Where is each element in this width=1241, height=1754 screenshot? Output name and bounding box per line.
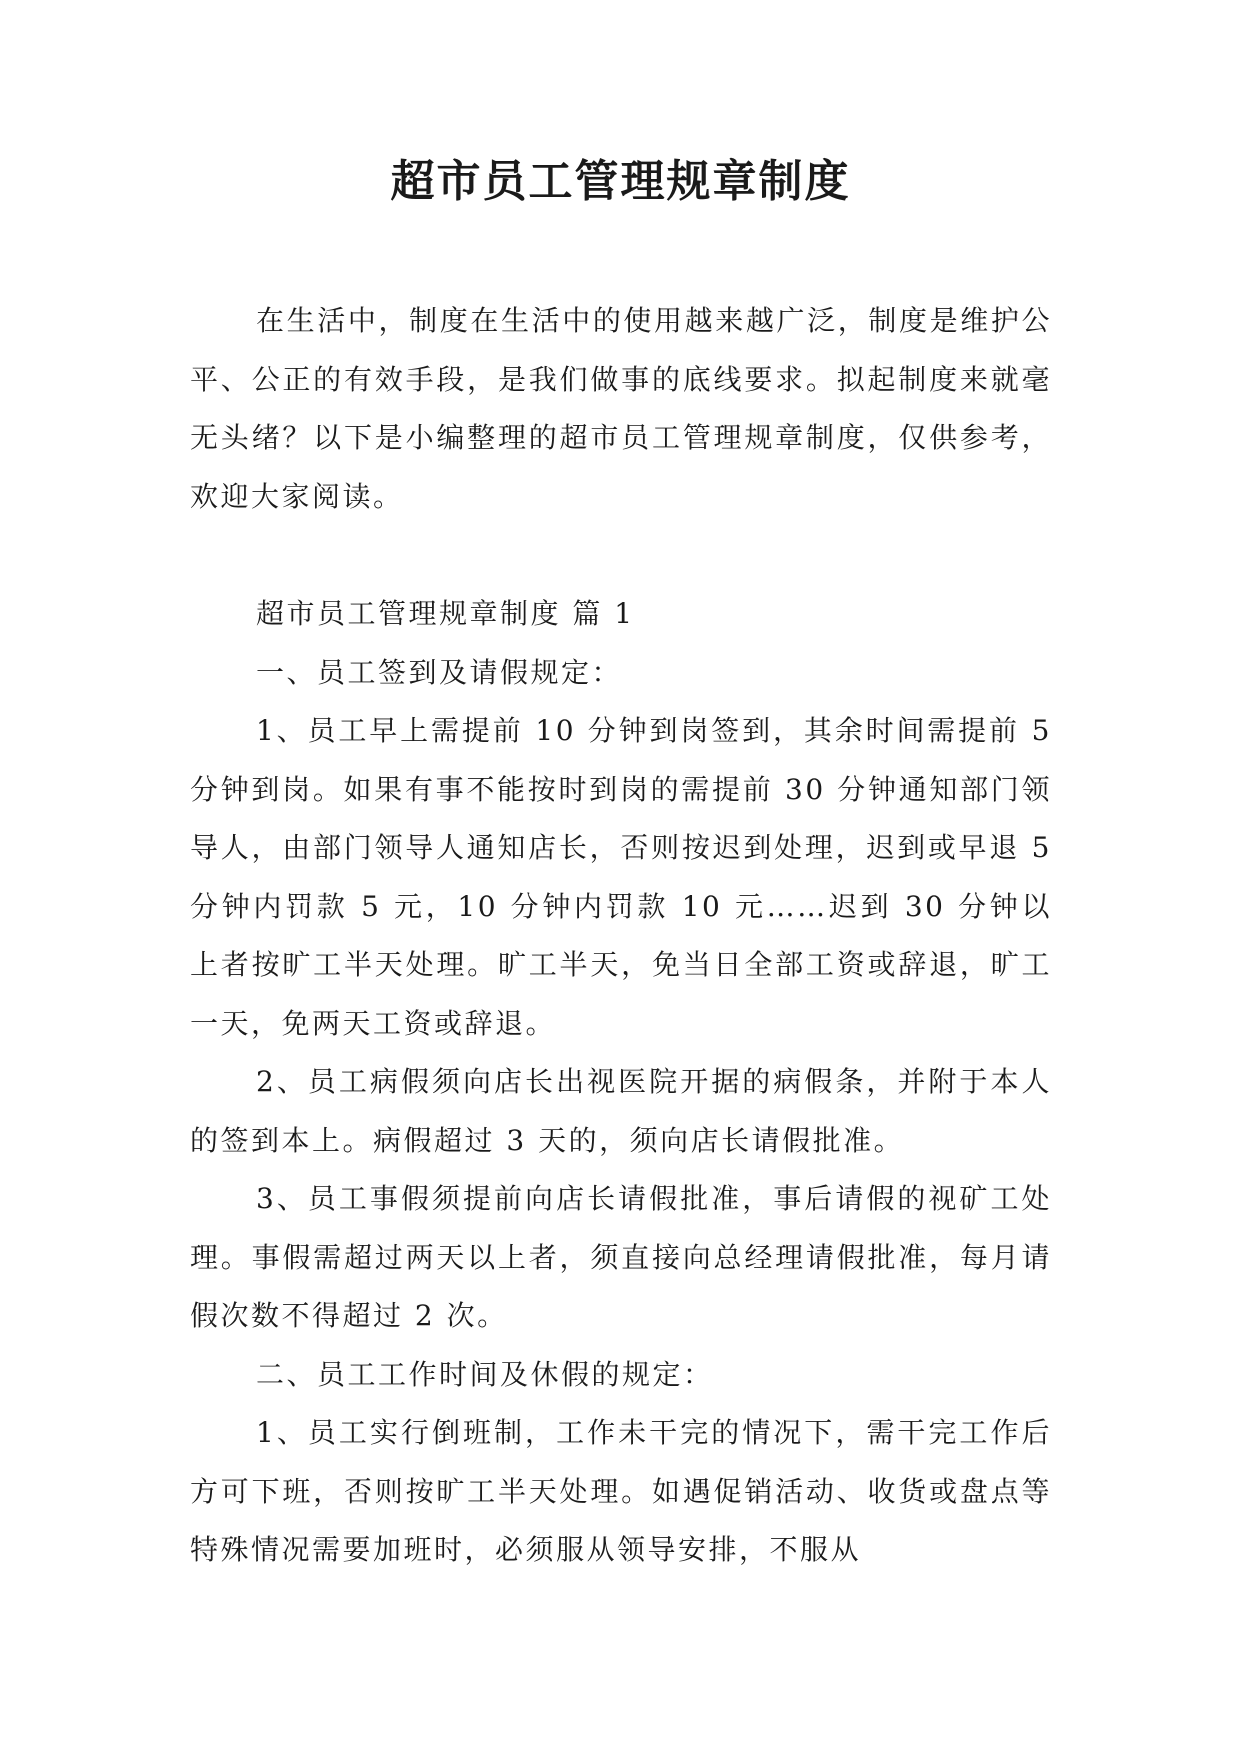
part1-item-1: 1、员工早上需提前 10 分钟到岗签到，其余时间需提前 5 分钟到岗。如果有事不能按时到岗的需提前 30 分钟通知部门领导人，由部门领导人通知店长，否则按迟到处理，迟到或早退 5 分钟内罚款 5 元，10 分钟内罚款 10 元……迟到 30 分钟以上者按旷工半天处理。旷工半天，免当日全部工资或辞退，旷工一天，免两天工资或辞退。 [190, 714, 1052, 1040]
intro-paragraph: 在生活中，制度在生活中的使用越来越广泛，制度是维护公平、公正的有效手段，是我们做事的底线要求。拟起制度来就毫无头绪？以下是小编整理的超市员工管理规章制度，仅供参考，欢迎大家阅读。 [190, 304, 1052, 513]
part2-item-1: 1、员工实行倒班制，工作未干完的情况下，需干完工作后方可下班，否则按旷工半天处理。如遇促销活动、收货或盘点等特殊情况需要加班时，必须服从领导安排，不服从 [190, 1416, 1052, 1566]
part2-heading: 二、员工工作时间及休假的规定： [256, 1357, 714, 1391]
document-title: 超市员工管理规章制度 [390, 156, 851, 207]
part1-item-3: 3、员工事假须提前向店长请假批准，事后请假的视矿工处理。事假需超过两天以上者，须直接向总经理请假批准，每月请假次数不得超过 2 次。 [190, 1182, 1052, 1332]
part1-heading: 一、员工签到及请假规定： [256, 655, 623, 689]
part1-item-2: 2、员工病假须向店长出视医院开据的病假条，并附于本人的签到本上。病假超过 3 天的，须向店长请假批准。 [190, 1065, 1052, 1157]
section-heading: 超市员工管理规章制度 篇 1 [256, 597, 635, 630]
document-body [190, 292, 1052, 1580]
